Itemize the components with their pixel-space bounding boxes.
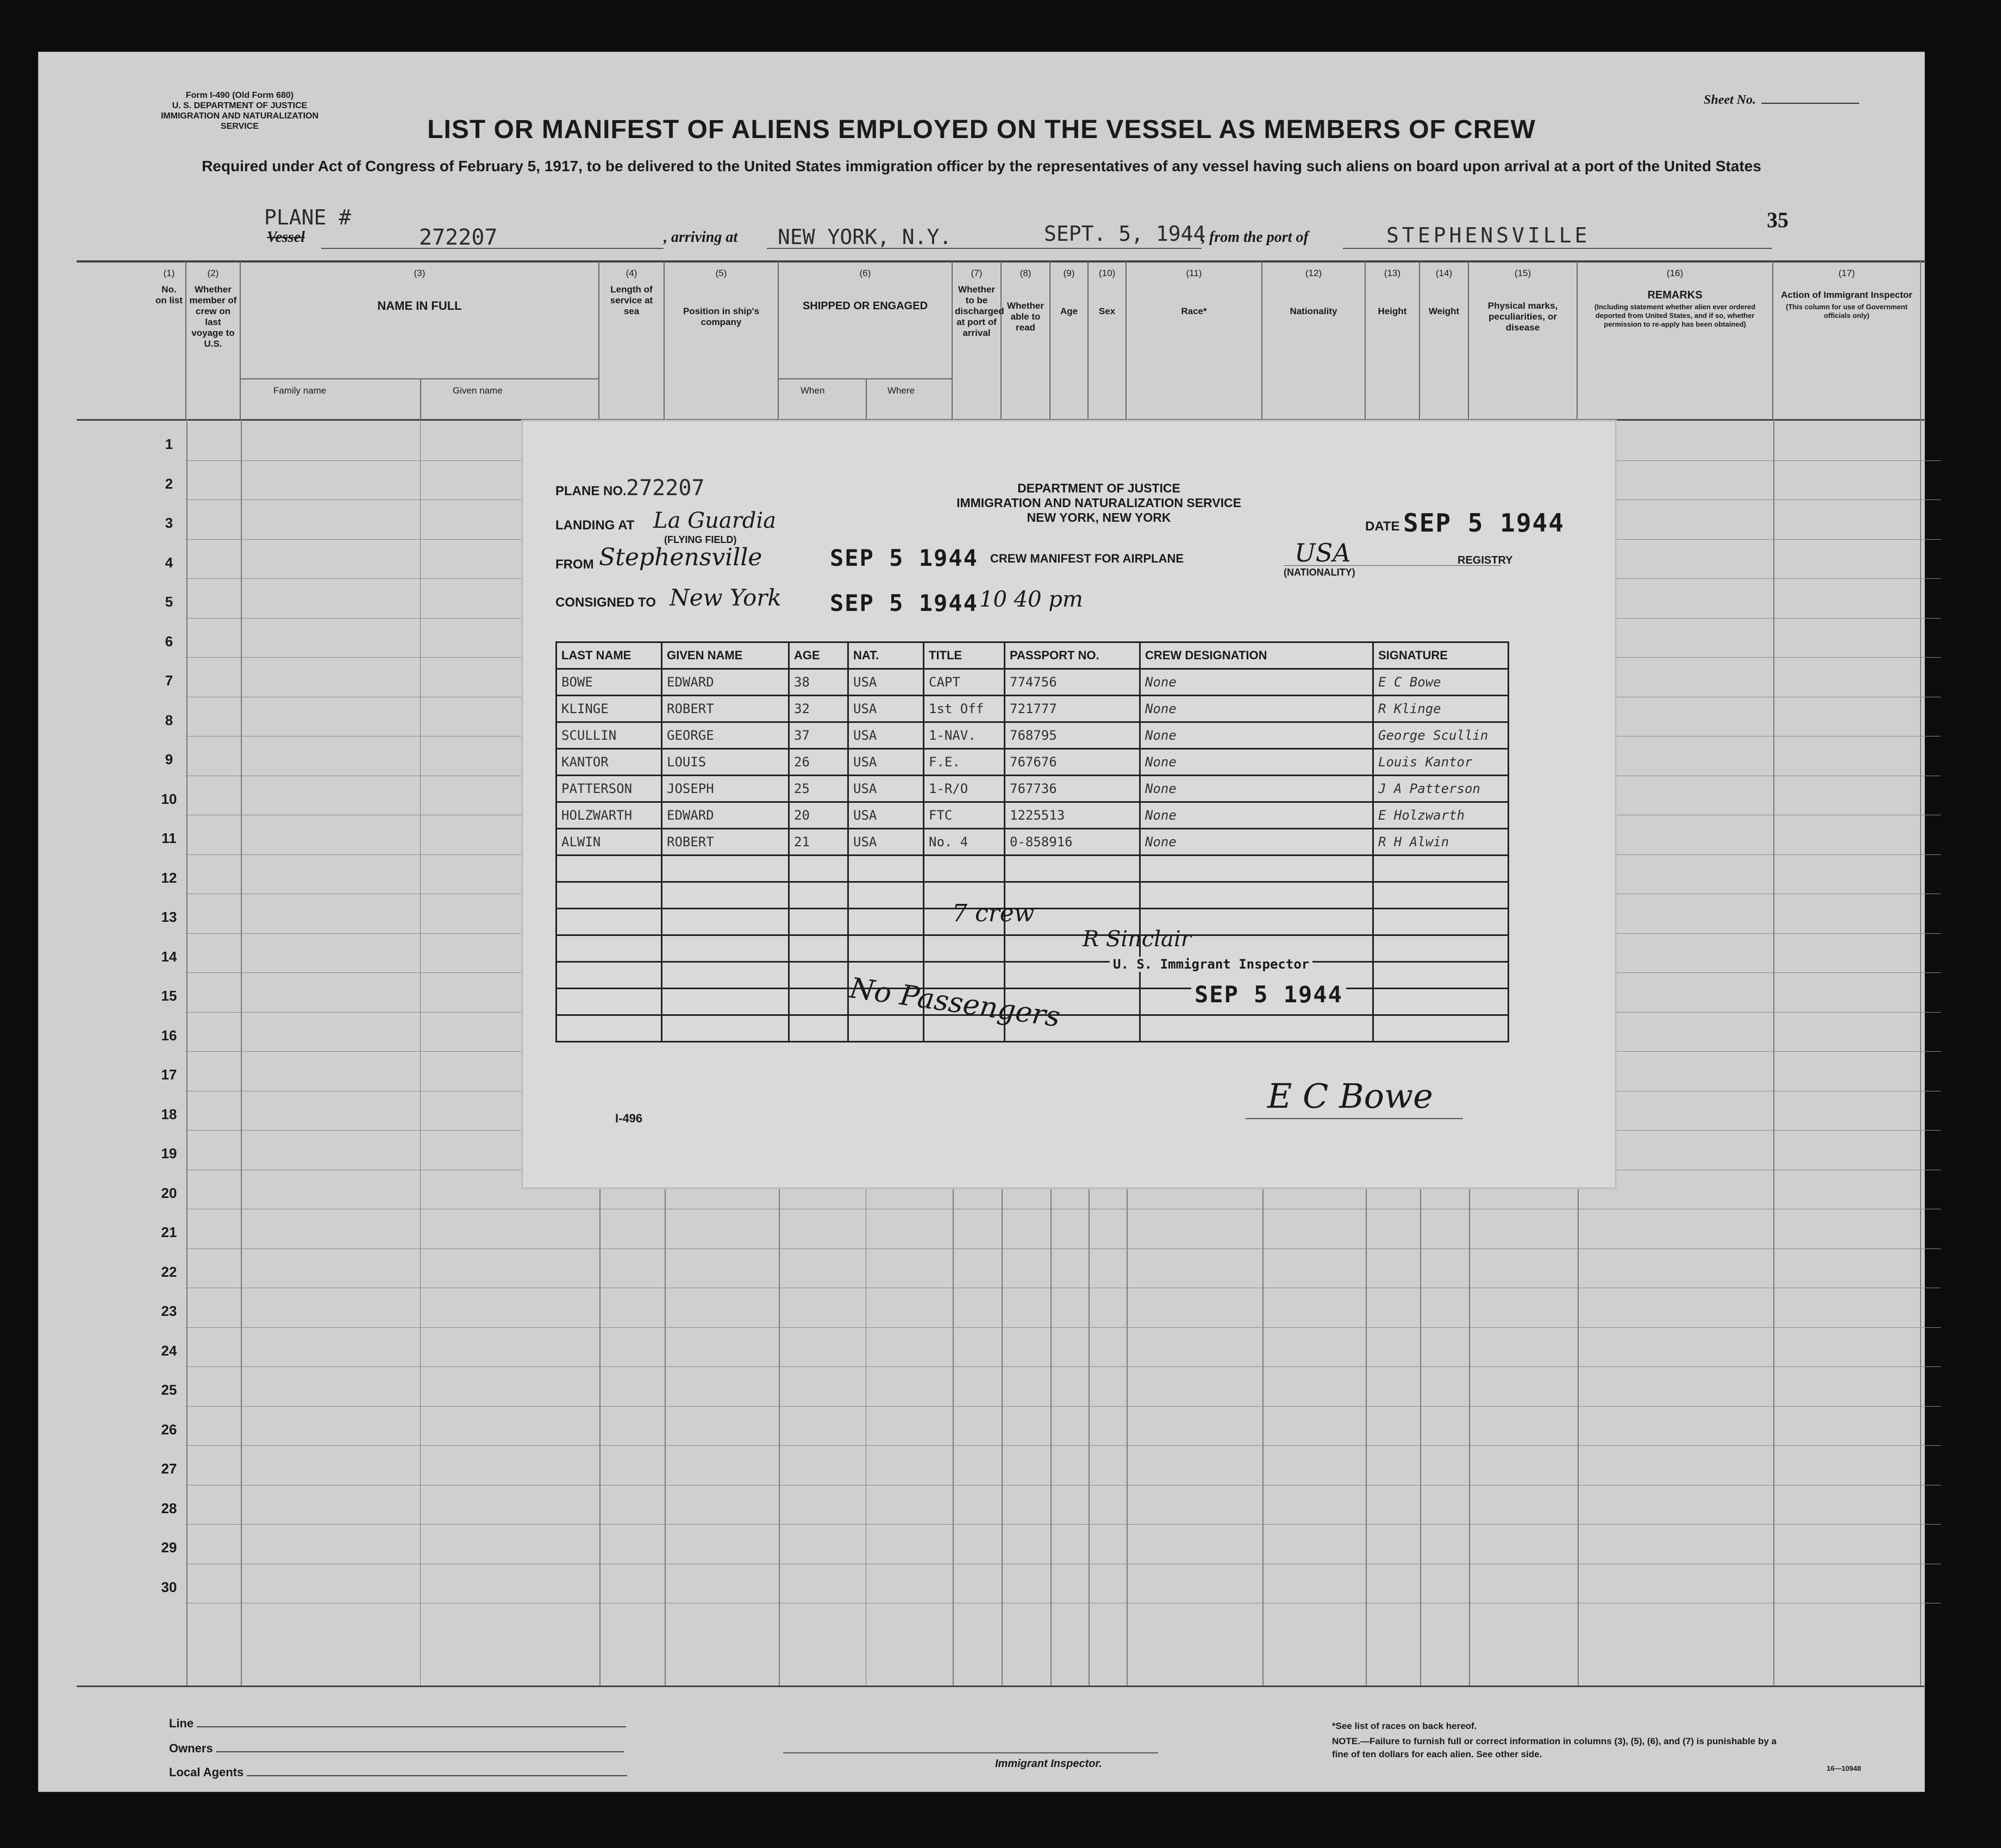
crew-cell-empty [662, 856, 789, 882]
crew-cell-title: No. 4 [924, 829, 1005, 856]
crew-cell-age: 20 [789, 802, 848, 829]
footer-agents-label: Local Agents [169, 1765, 244, 1779]
crew-cell-given: ROBERT [662, 829, 789, 856]
crew-cell-nat: USA [848, 696, 924, 722]
footer-line-row [169, 1716, 626, 1731]
crew-cell-title: 1-NAV. [924, 722, 1005, 749]
crew-cell-given: GEORGE [662, 722, 789, 749]
crew-row [556, 776, 1509, 802]
crew-col-last-name: LAST NAME [556, 642, 662, 669]
crew-col-given-name: GIVEN NAME [662, 642, 789, 669]
crew-cell-signature: R H Alwin [1373, 829, 1509, 856]
inspector-signature: R Sinclair [1083, 927, 1191, 952]
col-sex [1089, 261, 1127, 419]
table-bottom-border [77, 1685, 1924, 1687]
consigned-date-stamp: SEP 5 1944 [830, 590, 978, 616]
manifest-date-stamp: SEP 5 1944 [1403, 508, 1565, 538]
vessel-value: 272207 [419, 225, 498, 250]
crew-cell-empty [1140, 882, 1373, 909]
crew-cell-empty [662, 909, 789, 935]
plane-no-value: 272207 [626, 476, 705, 501]
crew-cell-empty [848, 1015, 924, 1042]
department-line: DEPARTMENT OF JUSTICE [1017, 481, 1180, 495]
col-discharged [953, 261, 1002, 419]
row-number: 3 [165, 515, 173, 531]
crew-cell-empty [924, 935, 1005, 962]
crew-cell-age: 25 [789, 776, 848, 802]
crew-table [555, 641, 1509, 1042]
crew-cell-empty [662, 989, 789, 1015]
row-number: 24 [161, 1342, 177, 1359]
footer-agents-blank [247, 1775, 627, 1776]
crew-cell-empty [848, 856, 924, 882]
row-number: 18 [161, 1106, 177, 1122]
col-number: (11) [1186, 268, 1202, 278]
inspector-label: U. S. Immigrant Inspector [1110, 957, 1312, 972]
crew-cell-nat: USA [848, 776, 924, 802]
crew-cell-empty [556, 1015, 662, 1042]
crew-cell-signature: E C Bowe [1373, 669, 1509, 696]
col-race [1127, 261, 1262, 419]
col-label: Nationality [1290, 306, 1337, 316]
crew-cell-last: KLINGE [556, 696, 662, 722]
col-label: Weight [1428, 306, 1460, 316]
row-number: 13 [161, 909, 177, 925]
department-block [914, 481, 1284, 525]
sheet-number: 35 [1767, 208, 1789, 232]
crew-cell-title: 1st Off [924, 696, 1005, 722]
col-remarks [1578, 261, 1773, 419]
grid-vline [420, 419, 421, 1685]
crew-cell-empty [789, 909, 848, 935]
crew-cell-empty [662, 1015, 789, 1042]
crew-cell-given: JOSEPH [662, 776, 789, 802]
crew-col-nat: NAT. [848, 642, 924, 669]
crew-col-signature: SIGNATURE [1373, 642, 1509, 669]
crew-row [556, 722, 1509, 749]
date-label: DATE [1365, 519, 1400, 534]
col-number: (9) [1063, 268, 1075, 278]
crew-cell-empty [789, 856, 848, 882]
service-line: IMMIGRATION AND NATURALIZATION SERVICE [956, 496, 1241, 510]
landing-label: LANDING AT [555, 518, 635, 533]
col-nationality [1262, 261, 1366, 419]
from-port-underline [1343, 248, 1772, 249]
footer-line-blank [197, 1726, 626, 1727]
nationality-value: USA [1295, 538, 1351, 567]
col-number: (13) [1384, 268, 1401, 278]
row-number: 6 [165, 633, 173, 650]
col-sublabel-family: Family name [273, 385, 327, 396]
row-number: 23 [161, 1303, 177, 1319]
from-date-stamp: SEP 5 1944 [830, 545, 978, 571]
col-sublabel-given: Given name [453, 385, 503, 396]
department-name: U. S. DEPARTMENT OF JUSTICE [172, 101, 308, 110]
col-detail: (This column for use of Government officials only) [1786, 303, 1908, 320]
plane-handwriting: PLANE # [264, 205, 352, 229]
grid-vline [186, 419, 187, 1685]
crew-cell-last: PATTERSON [556, 776, 662, 802]
col-label: Height [1378, 306, 1407, 316]
row-number: 26 [161, 1421, 177, 1438]
row-number: 11 [161, 830, 177, 846]
flying-field-label: (FLYING FIELD) [664, 534, 737, 545]
col-number: (1) [163, 268, 175, 278]
crew-cell-empty [789, 962, 848, 989]
row-number: 22 [161, 1263, 177, 1280]
captain-sign-line [1246, 1118, 1463, 1119]
col-label: Physical marks, peculiarities, or disease [1487, 301, 1558, 333]
registry-underline [1284, 565, 1501, 566]
footer-owners-blank [216, 1751, 624, 1752]
row-number: 30 [161, 1578, 177, 1595]
page-subtitle: Required under Act of Congress of February 5, 1917, to be delivered to the United States immigration officer by the representatives of any vessel having such aliens on board upon arrival at a port of the United States [202, 158, 1761, 174]
crew-cell-empty [848, 935, 924, 962]
col-label: Whether member of crew on last voyage to U.S. [189, 284, 237, 349]
col-label: Length of service at sea [610, 284, 653, 316]
col-number: (8) [1020, 268, 1031, 278]
col-shipped-engaged [779, 261, 953, 419]
crew-cell-last: KANTOR [556, 749, 662, 776]
crew-cell-passport: 768795 [1005, 722, 1140, 749]
crew-cell-age: 26 [789, 749, 848, 776]
crew-cell-signature: J A Patterson [1373, 776, 1509, 802]
col-number: (12) [1305, 268, 1322, 278]
col-number: (16) [1666, 268, 1684, 278]
crew-cell-title: F.E. [924, 749, 1005, 776]
crew-cell-empty [556, 935, 662, 962]
row-number: 7 [165, 672, 173, 689]
row-number: 28 [161, 1500, 177, 1516]
crew-cell-given: EDWARD [662, 802, 789, 829]
row-number: 19 [161, 1145, 177, 1162]
col-detail: (Including statement whether alien ever ordered deported from United States, and if so, whether permission to re-apply has been obtained) [1594, 303, 1756, 328]
crew-cell-nat: USA [848, 669, 924, 696]
col-number: (14) [1435, 268, 1453, 278]
row-number: 8 [165, 711, 173, 728]
col-last-voyage [186, 261, 241, 419]
col-label: No. on list [155, 284, 183, 305]
col-inspector-action [1773, 261, 1920, 419]
manifest-sheet [38, 52, 1925, 1792]
footer-note-penalty: NOTE.—Failure to furnish full or correct information in columns (3), (5), (6), and (7) is punishable by a fine of ten dollars for each alien. See other side. [1332, 1736, 1777, 1759]
row-number: 4 [165, 554, 173, 571]
col-length-service [599, 261, 665, 419]
crew-row [556, 669, 1509, 696]
crew-cell-title: FTC [924, 802, 1005, 829]
crew-cell-passport: 767676 [1005, 749, 1140, 776]
crew-table-header [556, 642, 1509, 669]
col-sublabel-where: Where [887, 385, 915, 396]
row-number: 10 [161, 790, 177, 807]
col-sublabel-when: When [801, 385, 825, 396]
crew-cell-empty [789, 882, 848, 909]
crew-cell-empty [556, 882, 662, 909]
crew-cell-empty [662, 882, 789, 909]
plane-no-label: PLANE NO. [555, 484, 627, 498]
crew-cell-empty [556, 962, 662, 989]
nationality-label: (NATIONALITY) [1284, 567, 1355, 578]
row-number: 9 [165, 751, 173, 767]
crew-cell-designation: None [1140, 802, 1373, 829]
captain-signature: E C Bowe [1267, 1076, 1433, 1116]
crew-cell-empty [848, 882, 924, 909]
crew-row [556, 829, 1509, 856]
grid-vline [1773, 419, 1774, 1685]
landing-value: La Guardia [653, 508, 777, 533]
col-weight [1420, 261, 1469, 419]
crew-cell-empty [789, 989, 848, 1015]
service-name: IMMIGRATION AND NATURALIZATION SERVICE [160, 111, 319, 131]
col-number: (5) [715, 268, 727, 278]
crew-cell-last: ALWIN [556, 829, 662, 856]
footer-line-label: Line [169, 1716, 194, 1730]
col-number: (4) [626, 268, 637, 278]
consigned-value: New York [670, 584, 781, 611]
crew-cell-empty [1373, 989, 1509, 1015]
crew-cell-age: 21 [789, 829, 848, 856]
crew-cell-signature: George Scullin [1373, 722, 1509, 749]
crew-row-empty [556, 856, 1509, 882]
sheet-no [1704, 93, 1859, 108]
crew-cell-empty [924, 856, 1005, 882]
footer-note-races: *See list of races on back hereof. [1332, 1721, 1477, 1731]
footer-agents-row [169, 1765, 627, 1780]
grid-vline [1920, 261, 1921, 1685]
footer-owners-label: Owners [169, 1741, 213, 1755]
crew-cell-empty [848, 909, 924, 935]
crew-cell-given: LOUIS [662, 749, 789, 776]
crew-col-title: TITLE [924, 642, 1005, 669]
crew-cell-given: ROBERT [662, 696, 789, 722]
row-number: 2 [165, 475, 173, 492]
crew-col-passport: PASSPORT NO. [1005, 642, 1140, 669]
crew-cell-nat: USA [848, 749, 924, 776]
col-number: (6) [859, 268, 871, 278]
col-height [1366, 261, 1420, 419]
row-number: 1 [165, 436, 173, 452]
crew-cell-passport: 721777 [1005, 696, 1140, 722]
col-label: Age [1060, 306, 1078, 316]
crew-cell-empty [789, 935, 848, 962]
from-label: FROM [555, 557, 594, 572]
row-number: 12 [161, 869, 177, 886]
row-number: 17 [161, 1066, 177, 1083]
crew-row [556, 749, 1509, 776]
col-number: (15) [1514, 268, 1531, 278]
col-number: (17) [1838, 268, 1855, 278]
crew-cell-designation: None [1140, 829, 1373, 856]
card-form-code: I-496 [615, 1112, 643, 1125]
crew-row-empty [556, 935, 1509, 962]
consigned-label: CONSIGNED TO [555, 595, 656, 610]
crew-cell-last: BOWE [556, 669, 662, 696]
grid-hline [185, 1524, 1941, 1525]
crew-cell-designation: None [1140, 696, 1373, 722]
col-number: (3) [414, 268, 426, 278]
col-physical-marks [1469, 261, 1578, 419]
crew-cell-empty [1373, 1015, 1509, 1042]
crew-cell-empty [789, 1015, 848, 1042]
sheet-no-label: Sheet No. [1704, 93, 1756, 107]
arrival-time: 10 40 pm [979, 587, 1083, 612]
crew-row [556, 696, 1509, 722]
crew-count: 7 crew [952, 900, 1035, 927]
crew-cell-signature: R Klinge [1373, 696, 1509, 722]
crew-col-age: AGE [789, 642, 848, 669]
from-value: Stephensville [599, 544, 762, 571]
col-label: SHIPPED OR ENGAGED [802, 300, 928, 312]
crew-cell-designation: None [1140, 722, 1373, 749]
crew-cell-passport: 1225513 [1005, 802, 1140, 829]
crew-cell-last: HOLZWARTH [556, 802, 662, 829]
row-number: 21 [161, 1224, 177, 1240]
arriving-label: , arriving at [664, 229, 738, 246]
crew-cell-nat: USA [848, 802, 924, 829]
arriving-value: NEW YORK, N.Y. [778, 225, 952, 249]
crew-cell-empty [1140, 1015, 1373, 1042]
col-label: Whether able to read [1007, 301, 1044, 333]
crew-cell-given: EDWARD [662, 669, 789, 696]
crew-col-designation: CREW DESIGNATION [1140, 642, 1373, 669]
col-number: (2) [207, 268, 219, 278]
row-number: 15 [161, 988, 177, 1004]
crew-cell-designation: None [1140, 749, 1373, 776]
col-number: (10) [1098, 268, 1116, 278]
row-number: 25 [161, 1382, 177, 1398]
crew-cell-empty [1005, 856, 1140, 882]
no-passengers-note: No Passengers [847, 972, 1062, 1034]
col-label: Whether to be discharged at port of arrival [955, 284, 1004, 338]
row-number: 20 [161, 1184, 177, 1201]
row-number: 14 [161, 948, 177, 965]
crew-cell-designation: None [1140, 776, 1373, 802]
crew-cell-age: 32 [789, 696, 848, 722]
crew-cell-passport: 767736 [1005, 776, 1140, 802]
crew-manifest-heading: CREW MANIFEST FOR AIRPLANE [990, 552, 1184, 565]
page-title: LIST OR MANIFEST OF ALIENS EMPLOYED ON THE VESSEL AS MEMBERS OF CREW [427, 115, 1536, 144]
crew-cell-empty [1373, 856, 1509, 882]
arriving-underline [767, 248, 1202, 249]
crew-cell-empty [1140, 856, 1373, 882]
crew-cell-signature: E Holzwarth [1373, 802, 1509, 829]
crew-cell-passport: 0-858916 [1005, 829, 1140, 856]
grid-hline [185, 1406, 1941, 1407]
col-label: Race* [1181, 306, 1207, 316]
crew-cell-title: CAPT [924, 669, 1005, 696]
col-name-in-full [241, 261, 599, 419]
col-label: REMARKS [1647, 289, 1703, 301]
col-label: Sex [1098, 306, 1116, 316]
crew-cell-nat: USA [848, 829, 924, 856]
grid-hline [185, 1327, 1941, 1328]
grid-hline [185, 1366, 1941, 1367]
sheet-no-blank [1761, 103, 1859, 104]
crew-cell-designation: None [1140, 669, 1373, 696]
crew-cell-empty [556, 856, 662, 882]
inspector-date-stamp: SEP 5 1944 [1191, 981, 1346, 1008]
col-no-on-list [153, 261, 186, 419]
grid-hline [185, 1445, 1941, 1446]
crew-cell-empty [1373, 882, 1509, 909]
crew-cell-signature: Louis Kantor [1373, 749, 1509, 776]
footer-code: 16—10948 [1827, 1764, 1861, 1772]
crew-row [556, 802, 1509, 829]
row-number: 5 [165, 594, 173, 610]
crew-cell-empty [662, 935, 789, 962]
row-number: 29 [161, 1539, 177, 1556]
vessel-underline [321, 248, 664, 249]
inspector-sign-line [783, 1752, 1158, 1753]
crew-cell-empty [556, 989, 662, 1015]
city-line: NEW YORK, NEW YORK [1027, 510, 1171, 525]
col-age [1050, 261, 1089, 419]
crew-cell-last: SCULLIN [556, 722, 662, 749]
crew-manifest-card [522, 421, 1616, 1188]
from-port-label: , from the port of [1202, 229, 1309, 246]
form-number: Form I-490 (Old Form 680) [185, 91, 294, 100]
crew-cell-age: 37 [789, 722, 848, 749]
row-number: 27 [161, 1460, 177, 1477]
vessel-label: Vessel [267, 229, 305, 246]
crew-cell-passport: 774756 [1005, 669, 1140, 696]
col-able-to-read [1002, 261, 1050, 419]
crew-cell-empty [1373, 935, 1509, 962]
grid-hline [185, 1248, 1941, 1249]
col-label: NAME IN FULL [377, 299, 462, 313]
crew-cell-nat: USA [848, 722, 924, 749]
arrival-date: SEPT. 5, 1944 [1044, 222, 1206, 246]
registry-label: REGISTRY [1458, 554, 1513, 566]
crew-cell-title: 1-R/O [924, 776, 1005, 802]
grid-vline [241, 419, 242, 1685]
crew-cell-empty [662, 962, 789, 989]
footer-owners-row [169, 1741, 624, 1756]
col-number: (7) [971, 268, 983, 278]
col-label: Action of Immigrant Inspector [1781, 290, 1912, 300]
from-port-value: STEPHENSVILLE [1386, 223, 1591, 247]
col-label: Position in ship's company [683, 306, 760, 327]
row-number: 16 [161, 1027, 177, 1044]
footer-inspector-caption: Immigrant Inspector. [995, 1758, 1102, 1770]
crew-table-body [556, 669, 1509, 1042]
crew-cell-empty [1373, 962, 1509, 989]
crew-row-empty [556, 962, 1509, 989]
crew-cell-empty [1373, 909, 1509, 935]
col-position [665, 261, 779, 419]
crew-cell-age: 38 [789, 669, 848, 696]
crew-cell-empty [556, 909, 662, 935]
